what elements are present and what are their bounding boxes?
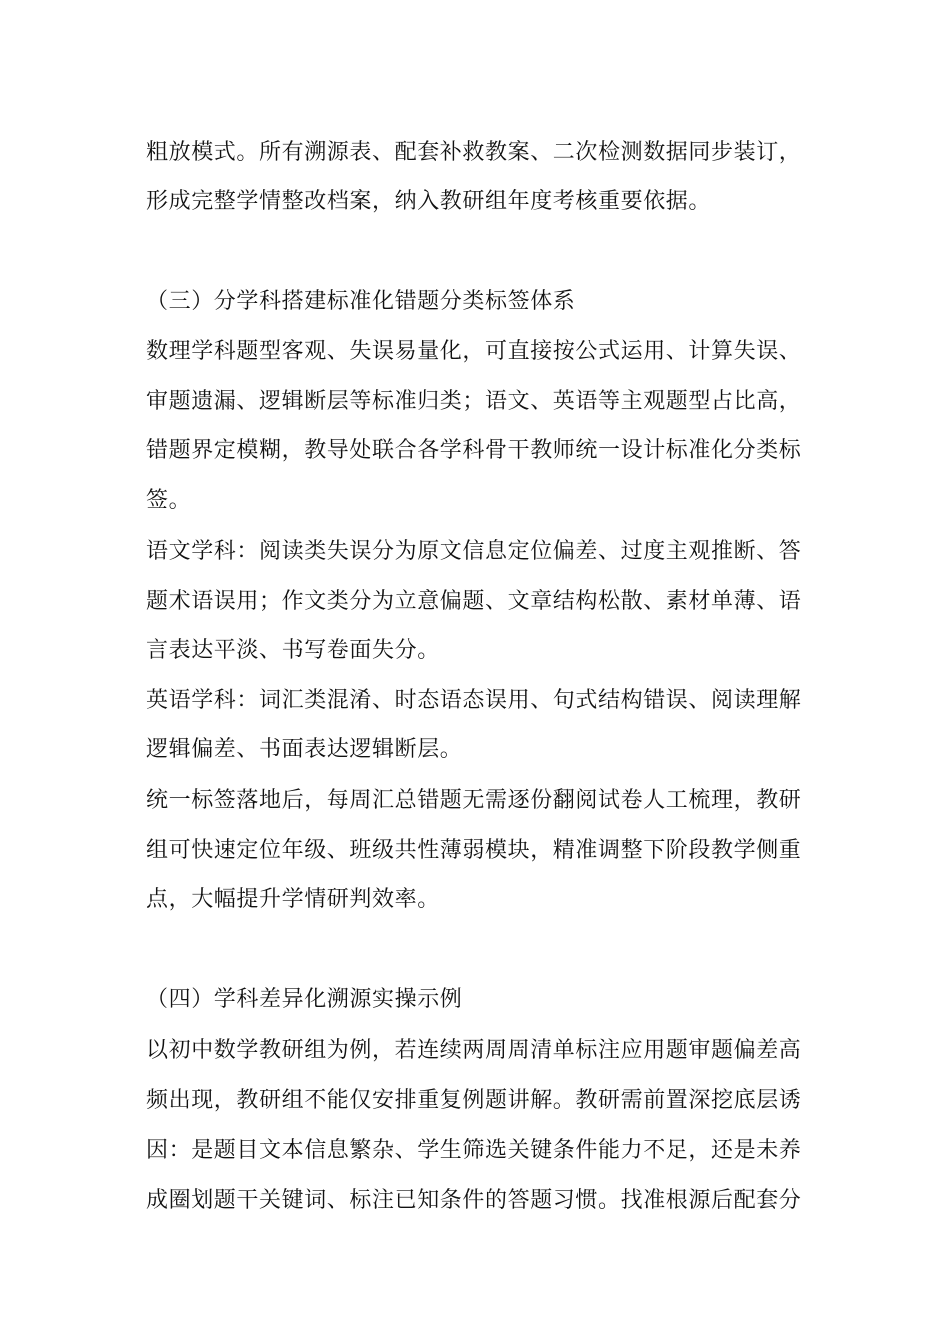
paragraph-line: 频出现，教研组不能仅安排重复例题讲解。教研需前置深挖底层诱 <box>146 1088 802 1113</box>
paragraph-line: 数理学科题型客观、失误易量化，可直接按公式运用、计算失误、 <box>146 339 802 364</box>
paragraph-line: 语文学科：阅读类失误分为原文信息定位偏差、过度主观推断、答 <box>146 539 802 564</box>
paragraph-line: 成圈划题干关键词、标注已知条件的答题习惯。找准根源后配套分 <box>146 1188 802 1213</box>
paragraph-line: 审题遗漏、逻辑断层等标准归类；语文、英语等主观题型占比高， <box>146 389 802 414</box>
paragraph-line: 逻辑偏差、书面表达逻辑断层。 <box>146 737 463 762</box>
paragraph-line: 签。 <box>146 488 192 513</box>
paragraph-line: 英语学科：词汇类混淆、时态语态误用、句式结构错误、阅读理解 <box>146 688 802 713</box>
paragraph-line: 因：是题目文本信息繁杂、学生筛选关键条件能力不足，还是未养 <box>146 1138 802 1163</box>
paragraph-line: 言表达平淡、书写卷面失分。 <box>146 638 440 663</box>
paragraph-line: 题术语误用；作文类分为立意偏题、文章结构松散、素材单薄、语 <box>146 589 802 614</box>
paragraph-line: 点，大幅提升学情研判效率。 <box>146 887 440 912</box>
paragraph-line: 以初中数学教研组为例，若连续两周周清单标注应用题审题偏差高 <box>146 1038 802 1063</box>
paragraph-line: 粗放模式。所有溯源表、配套补救教案、二次检测数据同步装订， <box>146 140 802 165</box>
paragraph-line: 统一标签落地后，每周汇总错题无需逐份翻阅试卷人工梳理，教研 <box>146 788 802 813</box>
paragraph-line: 错题界定模糊，教导处联合各学科骨干教师统一设计标准化分类标 <box>146 438 802 463</box>
paragraph-line: 组可快速定位年级、班级共性薄弱模块，精准调整下阶段教学侧重 <box>146 838 802 863</box>
section-heading-4: （四）学科差异化溯源实操示例 <box>146 987 463 1012</box>
section-heading-3: （三）分学科搭建标准化错题分类标签体系 <box>146 289 576 314</box>
paragraph-line: 形成完整学情整改档案，纳入教研组年度考核重要依据。 <box>146 189 712 214</box>
